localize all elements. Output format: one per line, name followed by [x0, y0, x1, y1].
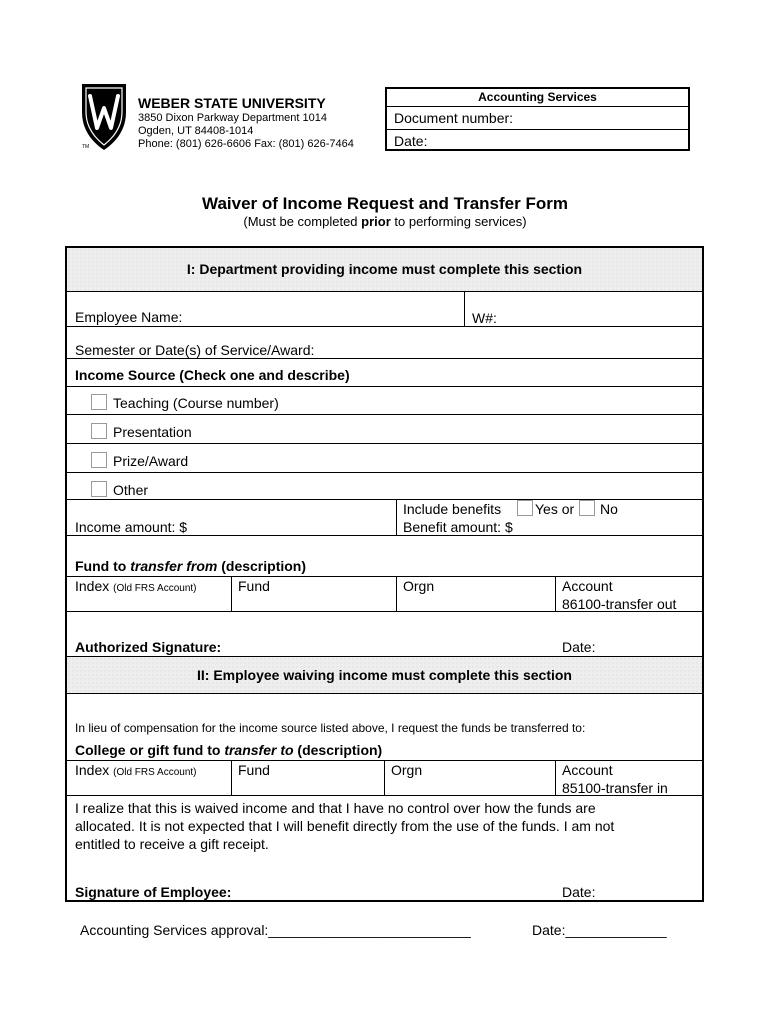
- fund-field[interactable]: Fund: [238, 762, 270, 778]
- teaching-option-label: Teaching (Course number): [113, 395, 279, 411]
- divider: [67, 576, 702, 577]
- divider: [67, 795, 702, 796]
- accounting-services-box: [385, 87, 690, 151]
- divider: [67, 414, 702, 415]
- university-name: WEBER STATE UNIVERSITY: [138, 95, 326, 111]
- statement-line-2: allocated. It is not expected that I will benefit directly from the use of the funds. I am not: [75, 818, 615, 834]
- account-value: 85100-transfer in: [562, 780, 668, 796]
- divider: [67, 386, 702, 387]
- statement-line-1: I realize that this is waived income and that I have no control over how the funds are: [75, 800, 596, 816]
- statement-line-3: entitled to receive a gift receipt.: [75, 836, 269, 852]
- index-field[interactable]: Index (Old FRS Account): [75, 762, 197, 778]
- employee-signature-field[interactable]: Signature of Employee:: [75, 884, 232, 900]
- divider: [67, 499, 702, 500]
- fund-transfer-from-label: Fund to transfer from (description): [75, 558, 307, 574]
- prize-award-checkbox[interactable]: [91, 452, 107, 468]
- lieu-text: In lieu of compensation for the income source listed above, I request the funds be transferred to:: [75, 721, 586, 735]
- presentation-checkbox[interactable]: [91, 423, 107, 439]
- divider: [396, 500, 397, 535]
- divider: [67, 358, 702, 359]
- divider: [464, 292, 465, 326]
- prize-award-option-label: Prize/Award: [113, 453, 189, 469]
- income-amount-field[interactable]: Income amount: $: [75, 519, 188, 535]
- benefits-no-checkbox[interactable]: [579, 500, 595, 516]
- form-subtitle: (Must be completed prior to performing services): [243, 214, 527, 229]
- account-value: 86100-transfer out: [562, 596, 677, 612]
- accounting-approval-field[interactable]: Accounting Services approval:__________________________: [80, 922, 471, 938]
- benefits-no-label: No: [600, 501, 618, 517]
- address-line-2: Ogden, UT 84408-1014: [138, 125, 254, 137]
- weber-state-logo: [80, 82, 128, 152]
- address-line-3: Phone: (801) 626-6606 Fax: (801) 626-7464: [138, 138, 354, 150]
- authorized-date-field[interactable]: Date:: [562, 639, 596, 655]
- authorized-signature-field[interactable]: Authorized Signature:: [75, 639, 222, 655]
- accounting-date-field[interactable]: Date:: [387, 129, 688, 152]
- income-source-label: Income Source (Check one and describe): [75, 367, 350, 383]
- divider: [396, 576, 397, 611]
- teaching-checkbox[interactable]: [91, 394, 107, 410]
- divider: [67, 535, 702, 536]
- divider: [67, 443, 702, 444]
- form-title: Waiver of Income Request and Transfer Form: [202, 194, 568, 213]
- orgn-field[interactable]: Orgn: [391, 762, 423, 778]
- account-label: Account: [562, 578, 613, 594]
- divider: [67, 472, 702, 473]
- account-label: Account: [562, 762, 613, 778]
- employee-date-field[interactable]: Date:: [562, 884, 596, 900]
- orgn-field[interactable]: Orgn: [403, 578, 435, 594]
- section-2-heading: II: Employee waiving income must complete this section: [67, 657, 702, 693]
- approval-date-field[interactable]: Date:_____________: [532, 922, 667, 938]
- section-1-heading: I: Department providing income must complete this section: [67, 248, 702, 291]
- divider: [555, 576, 556, 611]
- address-line-1: 3850 Dixon Parkway Department 1014: [138, 112, 327, 124]
- logo-letter: W: [80, 82, 81, 83]
- semester-field[interactable]: Semester or Date(s) of Service/Award:: [75, 342, 315, 358]
- include-benefits-label: Include benefits: [403, 501, 502, 517]
- divider: [67, 611, 702, 612]
- employee-name-field[interactable]: Employee Name:: [75, 309, 183, 325]
- other-option-label: Other: [113, 482, 149, 498]
- divider: [231, 760, 232, 795]
- other-checkbox[interactable]: [91, 481, 107, 497]
- benefits-yes-label: Yes or: [535, 501, 575, 517]
- divider: [555, 760, 556, 795]
- benefit-amount-field[interactable]: Benefit amount: $: [403, 519, 513, 535]
- divider: [67, 291, 702, 292]
- presentation-option-label: Presentation: [113, 424, 192, 440]
- divider: [384, 760, 385, 795]
- accounting-services-title: Accounting Services: [387, 89, 688, 107]
- document-number-field[interactable]: Document number:: [394, 110, 514, 126]
- fund-transfer-to-label: College or gift fund to transfer to (description): [75, 742, 383, 758]
- benefits-yes-checkbox[interactable]: [517, 500, 533, 516]
- trademark-mark: TM: [82, 144, 90, 150]
- divider: [67, 326, 702, 327]
- divider: [231, 576, 232, 611]
- w-number-field[interactable]: W#:: [472, 310, 497, 326]
- divider: [67, 693, 702, 694]
- index-field[interactable]: Index (Old FRS Account): [75, 578, 197, 594]
- fund-field[interactable]: Fund: [238, 578, 270, 594]
